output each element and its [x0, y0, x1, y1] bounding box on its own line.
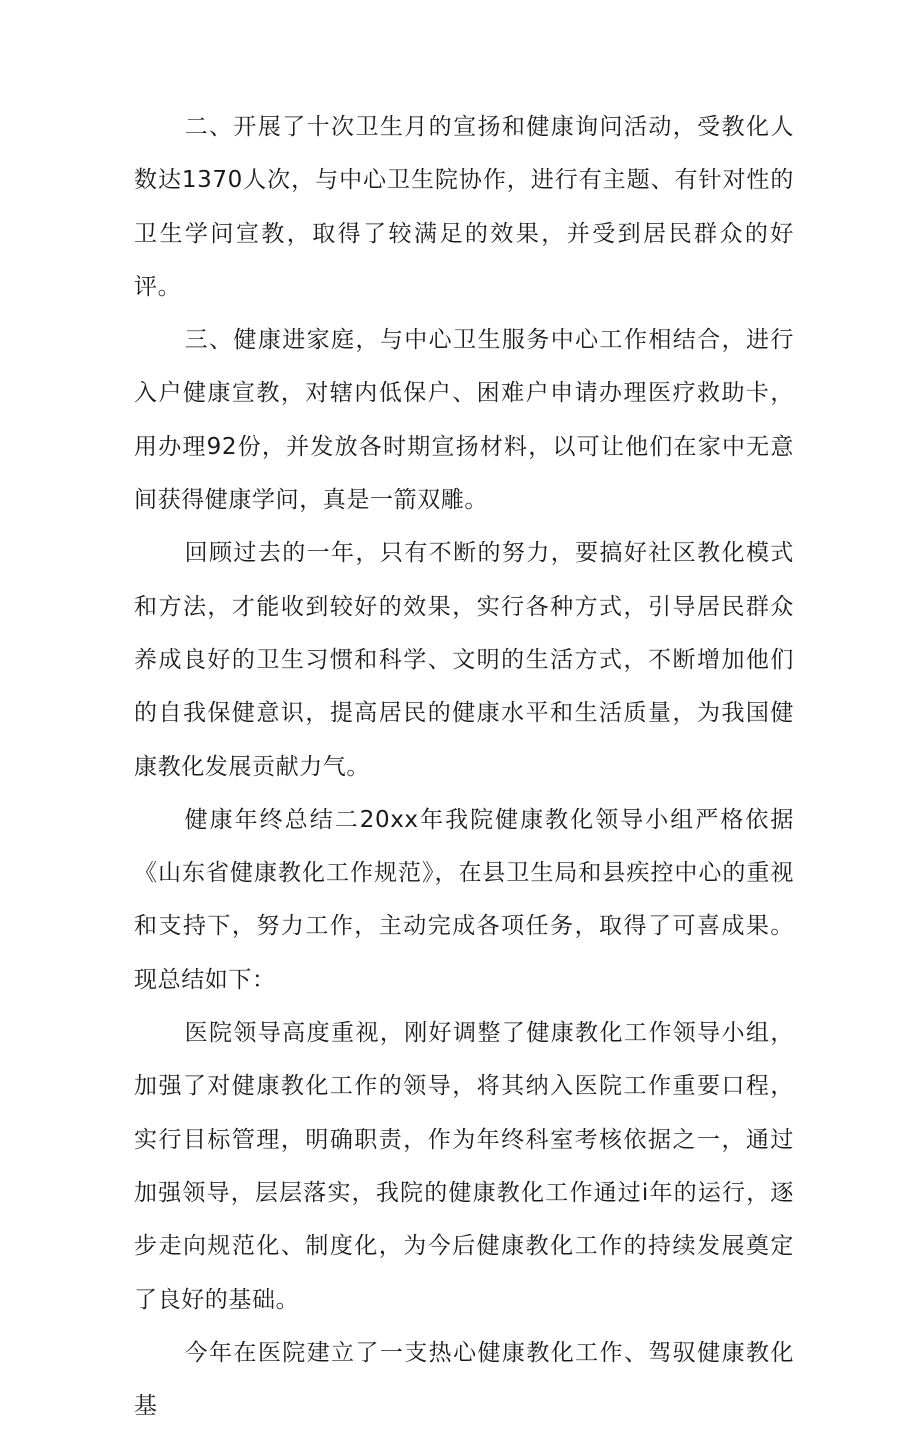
- paragraph-annual-summary-intro: 健康年终总结二20xx年我院健康教化领导小组严格依据《山东省健康教化工作规范》，在县卫生局和县疾控中心的重视和支持下，努力工作，主动完成各项任务，取得了可喜成果。现总结如下：: [134, 806, 794, 993]
- document-body: [134, 101, 794, 1433]
- paragraph-leadership: 医院领导高度重视，刚好调整了健康教化工作领导小组，加强了对健康教化工作的领导，将其纳入医院工作重要口程，实行目标管理，明确职责，作为年终科室考核依据之一，通过加强领导，层层落实，我院的健康教化工作通过i年的运行，逐步走向规范化、制度化，为今后健康教化工作的持续发展奠定了良好的基础。: [134, 1020, 794, 1313]
- paragraph-home-health-education: 三、健康进家庭，与中心卫生服务中心工作相结合，进行入户健康宣教，对辖内低保户、困难户申请办理医疗救助卡，用办理92份，并发放各时期宣扬材料，以可让他们在家中无意间获得健康学问，真是一箭双雕。: [134, 327, 794, 514]
- paragraph-year-review: 回顾过去的一年，只有不断的努力，要搞好社区教化模式和方法，才能收到较好的效果，实行各种方式，引导居民群众养成良好的卫生习惯和科学、文明的生活方式，不断增加他们的自我保健意识，提高居民的健康水平和生活质量，为我国健康教化发展贡献力气。: [134, 540, 794, 780]
- paragraph-health-month-activities: 二、开展了十次卫生月的宣扬和健康询问活动，受教化人数达1370人次，与中心卫生院协作，进行有主题、有针对性的卫生学问宣教，取得了较满足的效果，并受到居民群众的好评。: [134, 114, 794, 300]
- paragraph-team-building: 今年在医院建立了一支热心健康教化工作、驾驭健康教化基: [134, 1339, 794, 1420]
